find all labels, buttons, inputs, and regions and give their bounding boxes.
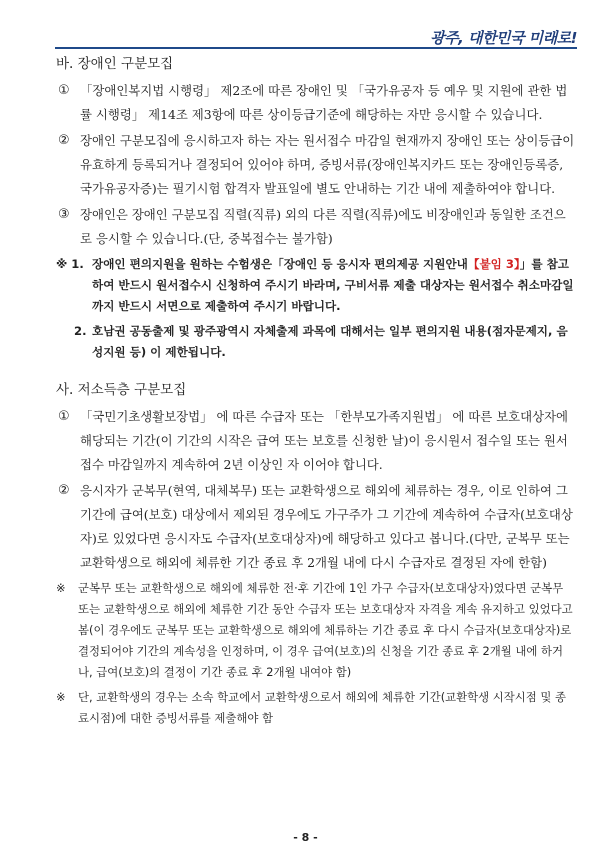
- section-heading-low-income: 사. 저소득층 구분모집: [56, 382, 187, 398]
- list-item: [56, 79, 576, 127]
- list-item: [56, 129, 576, 201]
- item-number: ②: [58, 483, 70, 498]
- note-marker: 2.: [74, 324, 87, 338]
- bold-note: [56, 321, 576, 363]
- note-text-end: 」를 참고하여 반드시 원서접수시 신청하여 주시기 바라며, 구비서류 제출 대상자는 원서접수 취소마감일까지 반드시 서면으로 제출하여 주시기 바랍니다.: [92, 257, 574, 313]
- list-item: [56, 203, 576, 251]
- item-text: 「국민기초생활보장법」 에 따른 수급자 또는 「한부모가족지원법」 에 따른 보호대상자에 해당되는 기간(이 기간의 시작은 급여 또는 보호를 신청한 날)이 응시원서 접수일 또는 원서접수 마감일까지 계속하여 2년 이상인 자 이어야 합니다.: [80, 409, 569, 472]
- note-text: 호남권 공동출제 및 광주광역시 자체출제 과목에 대해서는 일부 편의지원 내용(점자문제지, 음성지원 등) 이 제한됩니다.: [92, 324, 568, 359]
- item-number: ①: [58, 409, 70, 424]
- slogan-logo: 광주, 대한민국 미래로!: [430, 29, 577, 47]
- attachment-reference: 【붙임 3】: [467, 257, 520, 271]
- bold-note: [56, 254, 576, 317]
- item-text: 「장애인복지법 시행령」 제2조에 따른 장애인 및 「국가유공자 등 예우 및 지원에 관한 법률 시행령」 제14조 제3항에 따른 상이등급기준에 해당하는 자만 응시할 수 있습니다.: [80, 83, 568, 122]
- item-text: 장애인은 장애인 구분모집 직렬(직류) 외의 다른 직렬(직류)에도 비장애인과 동일한 조건으로 응시할 수 있습니다.(단, 중복접수는 불가함): [80, 207, 566, 246]
- footnote: [56, 687, 576, 729]
- footnote: [56, 578, 576, 683]
- page-number: - 8 -: [293, 831, 318, 844]
- list-item: [56, 405, 576, 477]
- note-marker: ※: [56, 690, 66, 704]
- item-number: ①: [58, 83, 70, 98]
- note-text: 군복무 또는 교환학생으로 해외에 체류한 전·후 기간에 1인 가구 수급자(보호대상자)였다면 군복무 또는 교환학생으로 해외에 체류한 기간 동안 수급자 또는 보호대상자 자격을 계속 유지하고 있었다고 봄(이 경우에도 군복무 또는 교환학생으로 해외에 체류하는 기간 종료 후 다시 수급자(보호대상자)로 결정되어야 기간의 계속성을 인정하며, 이 경우 급여(보호)의 신청을 기간 종료 후 2개월 내에 하거나, 급여(보호)의 결정이 기간 종료 후 2개월 내여야 함): [78, 581, 573, 679]
- item-number: ③: [58, 207, 70, 222]
- note-text-start: 장애인 편의지원을 원하는 수험생은「장애인 등 응시자 편의제공 지원안내: [92, 257, 468, 271]
- section-heading-disabled: 바. 장애인 구분모집: [56, 56, 174, 72]
- item-number: ②: [58, 133, 70, 148]
- item-text: 장애인 구분모집에 응시하고자 하는 자는 원서접수 마감일 현재까지 장애인 또는 상이등급이 유효하게 등록되거나 결정되어 있어야 하며, 증빙서류(장애인복지카드 또는 장애인등록증, 국가유공자증)는 필기시험 합격자 발표일에 별도 안내하는 기간 내에 제출하여야 합니다.: [80, 133, 575, 196]
- page-content: [56, 53, 576, 729]
- low-income-items: [56, 405, 576, 575]
- item-text: 응시자가 군복무(현역, 대체복무) 또는 교환학생으로 해외에 체류하는 경우, 이로 인하여 그 기간에 급여(보호) 대상에서 제외된 경우에도 가구주가 그 기간에 계속하여 수급자(보호대상자)로 있었다면 응시자도 수급자(보호대상자)에 해당하고 있다고 봅니다.(다만, 군복무 또는 교환학생으로 해외에 체류한 기간 종료 후 2개월 내에 다시 수급자로 결정된 자에 한함): [80, 483, 573, 570]
- note-marker: ※ 1.: [56, 257, 84, 271]
- list-item: [56, 479, 576, 575]
- disabled-items: [56, 79, 576, 251]
- note-text: 단, 교환학생의 경우는 소속 학교에서 교환학생으로서 해외에 체류한 기간(교환학생 시작시점 및 종료시점)에 대한 증빙서류를 제출해야 함: [78, 690, 567, 725]
- note-marker: ※: [56, 581, 66, 595]
- header-rule: [55, 47, 577, 49]
